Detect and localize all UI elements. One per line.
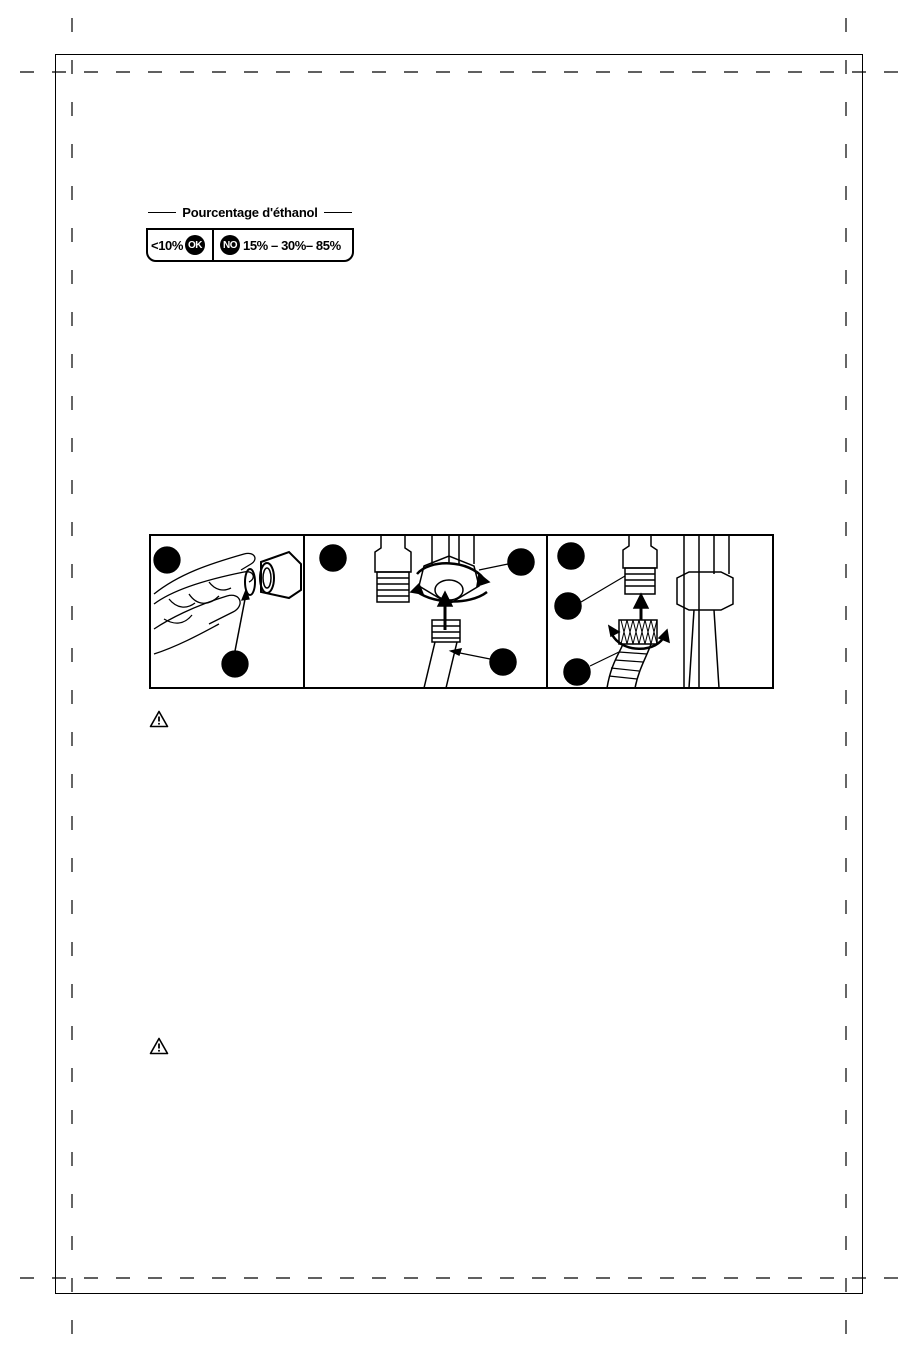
ethanol-no-ranges: 15% – 30%– 85% <box>243 237 341 253</box>
warning-triangle-icon <box>149 710 169 728</box>
ok-badge: OK <box>185 235 205 255</box>
installation-figure <box>149 534 774 689</box>
callout-3c <box>564 659 590 685</box>
ethanol-no-cell <box>214 230 352 260</box>
ethanol-ok-range: <10% <box>151 237 184 253</box>
no-badge: NO <box>220 235 240 255</box>
ethanol-badge <box>146 202 354 262</box>
callout-2c <box>490 649 516 675</box>
callout-1a <box>154 547 180 573</box>
ethanol-ok-cell <box>148 230 214 260</box>
ethanol-title: Pourcentage d'éthanol <box>182 204 318 220</box>
callout-3a <box>558 543 584 569</box>
callout-3b <box>555 593 581 619</box>
warning-triangle-icon <box>149 1037 169 1055</box>
callout-1b <box>222 651 248 677</box>
ethanol-table <box>146 228 354 262</box>
callout-2a <box>320 545 346 571</box>
callout-2b <box>508 549 534 575</box>
